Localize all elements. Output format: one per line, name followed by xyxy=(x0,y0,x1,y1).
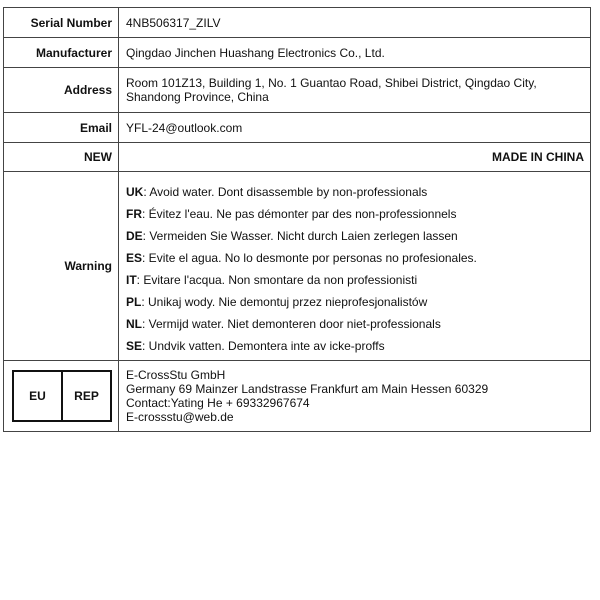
warning-text: : Unikaj wody. Nie demontuj przez nieprofesjonalistów xyxy=(141,295,428,309)
eu-rep-badge-rep: REP xyxy=(74,389,99,403)
warning-item-se xyxy=(126,335,584,357)
eu-rep-contact: Contact:Yating He + 69332967674 xyxy=(126,396,310,410)
address-row xyxy=(4,68,591,113)
eu-rep-address: Germany 69 Mainzer Landstrasse Frankfurt am Main Hessen 60329 xyxy=(126,382,489,396)
warning-item-es xyxy=(126,247,584,269)
warning-item-de xyxy=(126,225,584,247)
warning-text: : Undvik vatten. Demontera inte av icke-proffs xyxy=(142,339,385,353)
eu-rep-company: E-CrossStu GmbH xyxy=(126,368,226,382)
warning-code: FR xyxy=(126,207,142,221)
serial-number-row xyxy=(4,8,591,38)
warning-item-nl xyxy=(126,313,584,335)
warning-list-cell xyxy=(119,172,591,361)
warning-text: : Évitez l'eau. Ne pas démonter par des non-professionnels xyxy=(142,207,457,221)
warning-code: IT xyxy=(126,273,137,287)
email-label: Email xyxy=(4,113,119,143)
email-value: YFL-24@outlook.com xyxy=(119,113,591,143)
eu-rep-badge xyxy=(12,370,112,422)
warning-text: : Avoid water. Dont disassemble by non-professionals xyxy=(143,185,428,199)
serial-number-value: 4NB506317_ZILV xyxy=(119,8,591,38)
warning-code: ES xyxy=(126,251,143,265)
warning-text: : Vermeiden Sie Wasser. Nicht durch Laien zerlegen lassen xyxy=(142,229,458,243)
made-in-cell xyxy=(119,143,591,172)
warning-label: Warning xyxy=(4,172,119,361)
eu-rep-details xyxy=(119,361,591,432)
warning-row xyxy=(4,172,591,361)
eu-rep-email: E-crossstu@web.de xyxy=(126,410,234,424)
warning-list xyxy=(126,175,584,357)
warning-code: UK xyxy=(126,185,144,199)
warning-code: NL xyxy=(126,317,142,331)
product-label-table xyxy=(3,7,591,432)
made-in-china-text: MADE IN CHINA xyxy=(492,150,584,164)
address-label: Address xyxy=(4,68,119,113)
warning-code: SE xyxy=(126,339,143,353)
manufacturer-row xyxy=(4,38,591,68)
address-value: Room 101Z13, Building 1, No. 1 Guantao Road, Shibei District, Qingdao City, Shandong Province, China xyxy=(119,68,591,113)
warning-text: : Evite el agua. No lo desmonte por personas no profesionales. xyxy=(142,251,477,265)
warning-text: : Vermijd water. Niet demonteren door niet-professionals xyxy=(142,317,441,331)
email-row xyxy=(4,113,591,143)
warning-code: DE xyxy=(126,229,143,243)
warning-item-uk xyxy=(126,181,584,203)
eu-rep-badge-eu: EU xyxy=(14,372,63,420)
manufacturer-label: Manufacturer xyxy=(4,38,119,68)
eu-rep-badge-cell xyxy=(4,361,119,432)
warning-text: : Evitare l'acqua. Non smontare da non professionisti xyxy=(136,273,418,287)
new-row xyxy=(4,143,591,172)
warning-item-it xyxy=(126,269,584,291)
serial-number-label: Serial Number xyxy=(4,8,119,38)
warning-code: PL xyxy=(126,295,142,309)
eu-rep-row xyxy=(4,361,591,432)
new-label: NEW xyxy=(4,143,119,172)
manufacturer-value: Qingdao Jinchen Huashang Electronics Co., Ltd. xyxy=(119,38,591,68)
warning-item-pl xyxy=(126,291,584,313)
warning-item-fr xyxy=(126,203,584,225)
